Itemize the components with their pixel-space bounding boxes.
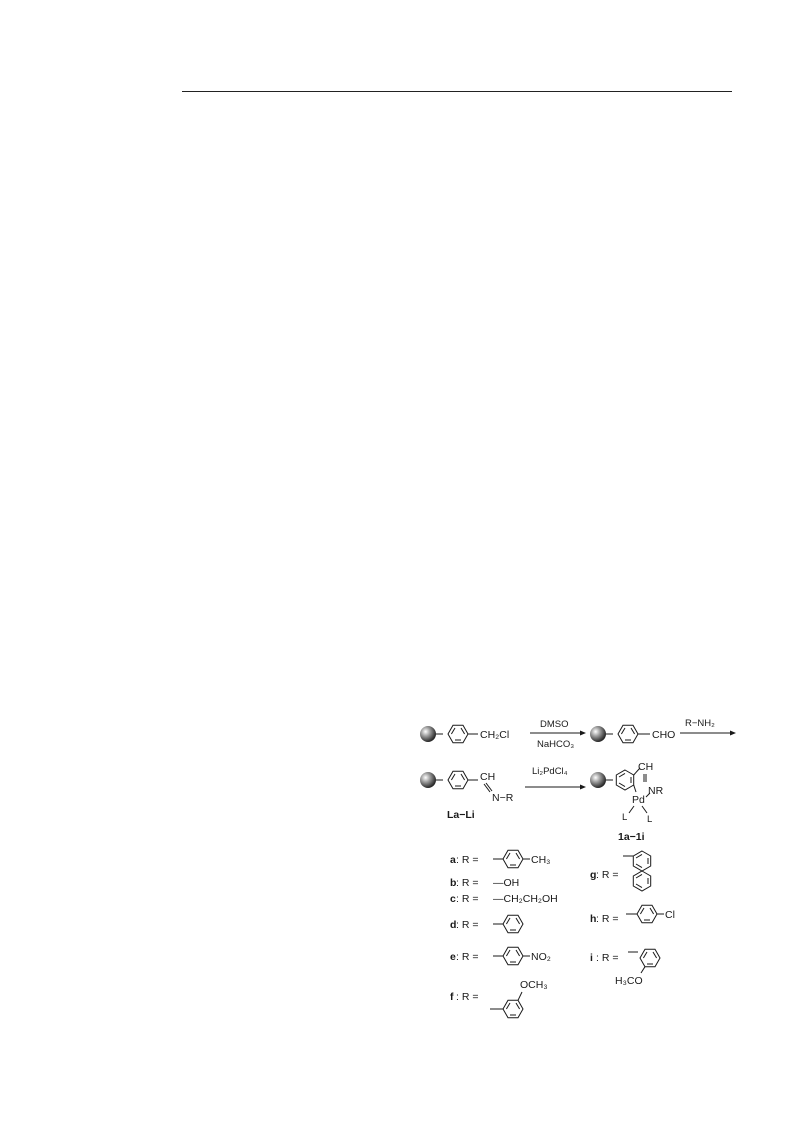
ligand-l1-label: L	[622, 812, 628, 823]
svg-text:: R =: : R =	[456, 893, 479, 905]
svg-text:e: e	[450, 951, 456, 963]
svg-text:d: d	[450, 919, 457, 931]
svg-text:: R =: : R =	[456, 877, 479, 889]
svg-text:: R =: : R =	[456, 854, 479, 866]
substituent-c	[450, 893, 558, 905]
resin-aldehyde	[590, 725, 675, 742]
substituent-e	[450, 947, 551, 964]
resin-chloromethyl	[420, 725, 509, 742]
svg-text:H₃CO: H₃CO	[615, 975, 643, 987]
resin-imine	[420, 771, 514, 821]
complex-ch-label: CH	[638, 761, 654, 773]
step1-reagent-above: DMSO	[540, 719, 569, 730]
substituent-b	[450, 877, 519, 889]
svg-text:NO₂: NO₂	[531, 951, 551, 963]
svg-text:—CH₂CH₂OH: —CH₂CH₂OH	[493, 893, 558, 905]
step2-reagent: R−NH₂	[685, 718, 715, 729]
svg-text:Cl: Cl	[665, 909, 675, 921]
svg-text:a: a	[450, 854, 456, 866]
chloromethyl-label: CH₂Cl	[480, 729, 510, 741]
svg-text:c: c	[450, 893, 456, 905]
complex-nr-label: NR	[648, 785, 664, 797]
svg-text:OCH₃: OCH₃	[520, 979, 548, 991]
step2-arrow	[680, 718, 736, 736]
complex-compound-label: 1a−1i	[618, 831, 645, 843]
svg-text:: R =: : R =	[456, 951, 479, 963]
svg-text:b: b	[450, 877, 457, 889]
resin-bead-icon	[590, 726, 606, 742]
ligand-l2-label: L	[647, 814, 653, 825]
aldehyde-label: CHO	[652, 729, 676, 741]
svg-text:h: h	[590, 913, 597, 925]
imine-ch-label: CH	[480, 771, 496, 783]
imine-n-label: N−R	[492, 792, 514, 804]
svg-text:f: f	[450, 991, 454, 1003]
resin-bead-icon	[590, 772, 606, 788]
substituent-f	[450, 979, 548, 1018]
imine-compound-label: La−Li	[447, 809, 475, 821]
resin-bead-icon	[420, 726, 436, 742]
substituent-d	[450, 915, 523, 932]
header-rule	[182, 91, 732, 92]
substituent-h	[590, 905, 675, 925]
svg-text:—OH: —OH	[493, 877, 520, 889]
svg-text:: R =: : R =	[596, 952, 619, 964]
step1-reagent-below: NaHCO₃	[537, 739, 575, 750]
svg-text:g: g	[590, 869, 597, 881]
palladium-complex	[590, 761, 664, 843]
substituent-a	[450, 850, 550, 867]
svg-text:: R =: : R =	[596, 913, 619, 925]
reaction-scheme	[410, 700, 740, 1040]
step3-arrow	[525, 766, 586, 790]
svg-text:: R =: : R =	[456, 919, 479, 931]
svg-text:CH₃: CH₃	[531, 854, 551, 866]
svg-text:: R =: : R =	[596, 869, 619, 881]
svg-text:: R =: : R =	[456, 991, 479, 1003]
step1-arrow	[530, 719, 586, 750]
complex-pd-label: Pd	[632, 794, 645, 806]
svg-text:i: i	[590, 952, 593, 964]
substituent-g	[590, 851, 651, 891]
step3-reagent: Li₂PdCl₄	[532, 766, 568, 777]
resin-bead-icon	[420, 772, 436, 788]
substituent-i	[590, 949, 660, 987]
